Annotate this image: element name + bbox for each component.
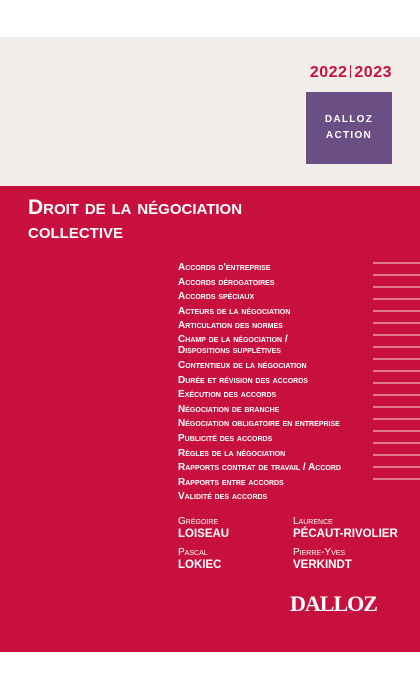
author-last-name: VERKINDT bbox=[293, 559, 352, 571]
stripe bbox=[373, 346, 420, 348]
author-block bbox=[293, 547, 352, 572]
stripe bbox=[373, 298, 420, 300]
topic-item: Accords d'entreprise bbox=[178, 262, 271, 273]
stripe bbox=[373, 262, 420, 264]
topics-list bbox=[178, 261, 341, 505]
author-first-name: Pierre-Yves bbox=[293, 547, 346, 558]
stripe bbox=[373, 370, 420, 372]
author-last-name: LOISEAU bbox=[178, 528, 230, 540]
stripe bbox=[373, 454, 420, 456]
stripe bbox=[373, 466, 420, 468]
stripe bbox=[373, 394, 420, 396]
year-start: 2022 bbox=[309, 64, 348, 81]
author-first-name: Pascal bbox=[178, 547, 208, 558]
author-block bbox=[178, 516, 229, 541]
badge-line1: DALLOZ bbox=[324, 114, 374, 125]
collection-badge bbox=[306, 92, 392, 164]
topic-item: Acteurs de la négociation bbox=[178, 305, 291, 317]
stripe bbox=[373, 418, 420, 420]
year-separator bbox=[350, 65, 351, 78]
stripe bbox=[373, 430, 420, 432]
topic-item: Validité des accords bbox=[178, 491, 268, 503]
topic-item: Accords spéciaux bbox=[178, 291, 255, 303]
author-last-name: LOKIEC bbox=[178, 559, 222, 571]
decorative-stripes bbox=[373, 262, 420, 490]
stripe bbox=[373, 442, 420, 444]
topic-item: Règles de la négociation bbox=[178, 447, 286, 459]
author-first-name: Laurence bbox=[293, 516, 333, 527]
edition-year bbox=[310, 64, 392, 82]
stripe bbox=[373, 358, 420, 360]
stripe bbox=[373, 406, 420, 408]
author-first-name: Grégoire bbox=[178, 516, 219, 527]
topic-item: Exécution des accords bbox=[178, 389, 277, 401]
year-end: 2023 bbox=[354, 64, 392, 81]
stripe bbox=[373, 286, 420, 288]
author-block bbox=[293, 516, 398, 541]
topic-item: Dispositions supplétives bbox=[178, 344, 281, 356]
topic-item: Négociation de branche bbox=[178, 403, 280, 415]
author-last-name: PÉCAUT-RIVOLIER bbox=[293, 528, 398, 540]
stripe bbox=[373, 478, 420, 480]
topic-item: Articulation des normes bbox=[178, 320, 283, 332]
stripe bbox=[373, 334, 420, 336]
topic-item: Contentieux de la négociation bbox=[178, 359, 307, 371]
topic-item: Durée et révision des accords bbox=[178, 374, 308, 386]
topic-item: Rapports entre accords bbox=[178, 476, 284, 488]
title-line1: Droit de la négociation bbox=[28, 196, 243, 219]
badge-line2: ACTION bbox=[325, 130, 373, 141]
stripe bbox=[373, 310, 420, 312]
book-title bbox=[28, 196, 242, 244]
title-line2: collective bbox=[28, 220, 124, 243]
stripe bbox=[373, 382, 420, 384]
stripe bbox=[373, 322, 420, 324]
topic-item: Négociation obligatoire en entreprise bbox=[178, 418, 340, 430]
topic-item: Publicité des accords bbox=[178, 432, 273, 444]
author-block bbox=[178, 547, 221, 572]
topic-item: Champ de la négociation / bbox=[178, 333, 288, 345]
topic-item: Accords dérogatoires bbox=[178, 276, 275, 288]
topic-item: Rapports contrat de travail / Accord bbox=[178, 462, 341, 474]
stripe bbox=[373, 274, 420, 276]
publisher-logo: DALLOZ bbox=[290, 591, 377, 616]
